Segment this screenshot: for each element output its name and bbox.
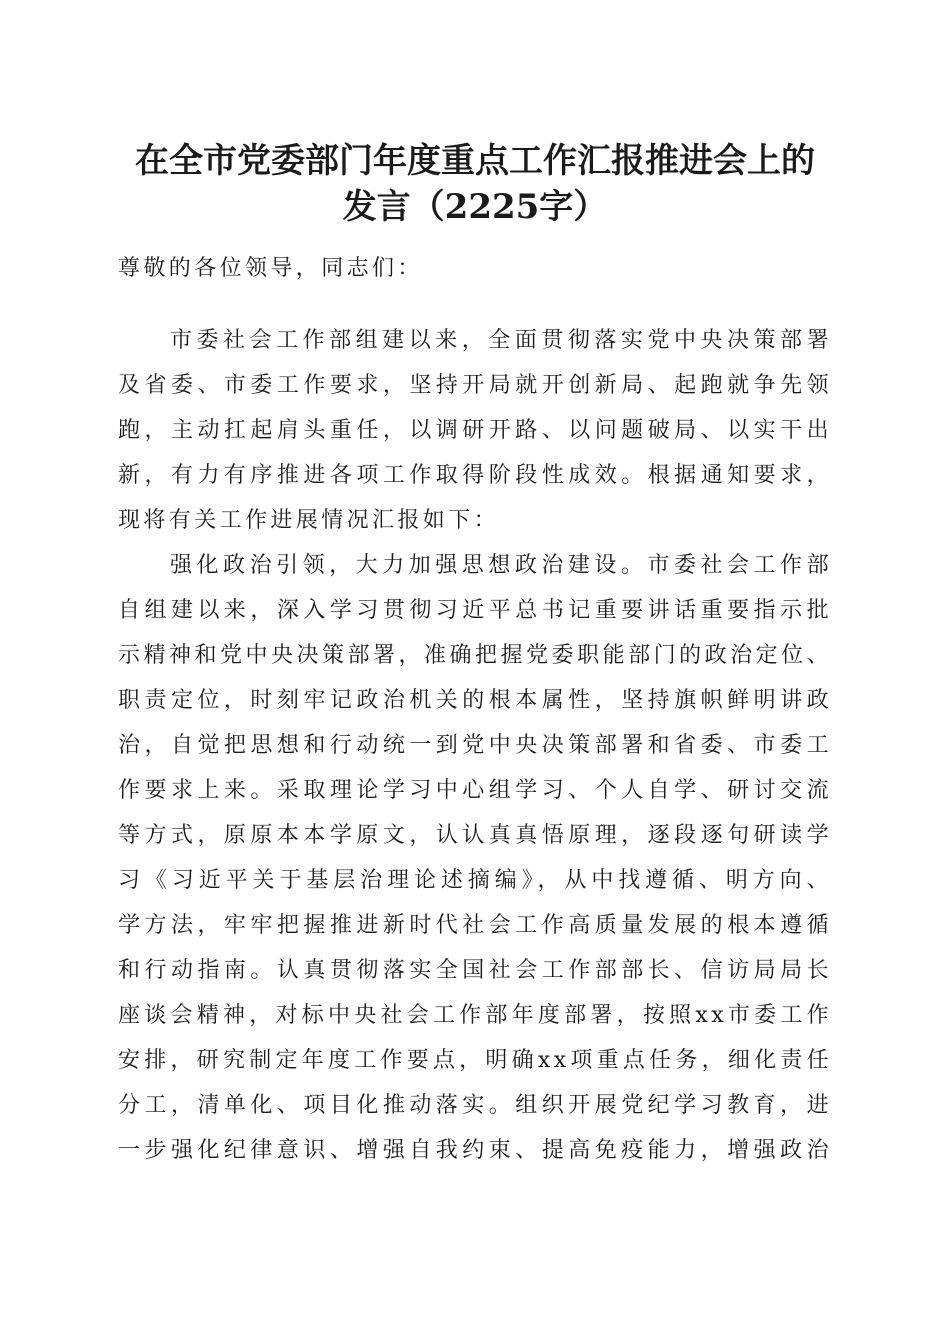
paragraph-2-line: 安排，研究制定年度工作要点，明确xx项重点任务，细化责任 [118, 1048, 832, 1073]
document-title-line-1: 在全市党委部门年度重点工作汇报推进会上的 [135, 141, 815, 181]
paragraph-2-line: 等方式，原原本本学原文，认认真真悟原理，逐段逐句研读学 [118, 823, 832, 848]
paragraph-2-line: 学方法，牢牢把握推进新时代社会工作高质量发展的根本遵循 [118, 913, 832, 938]
paragraph-1-line: 及省委、市委工作要求，坚持开局就开创新局、起跑就争先领 [118, 373, 832, 398]
paragraph-1-line: 新，有力有序推进各项工作取得阶段性成效。根据通知要求， [118, 463, 832, 488]
document-title-line-2: 发言（2225字） [342, 187, 608, 227]
paragraph-2-line: 习《习近平关于基层治理论述摘编》，从中找遵循、明方向、 [118, 868, 832, 893]
paragraph-2-line: 自组建以来，深入学习贯彻习近平总书记重要讲话重要指示批 [118, 598, 832, 623]
paragraph-2-line: 和行动指南。认真贯彻落实全国社会工作部部长、信访局局长 [118, 958, 832, 983]
paragraph-1-line: 跑，主动扛起肩头重任，以调研开路、以问题破局、以实干出 [118, 418, 832, 443]
paragraph-1-line: 市委社会工作部组建以来，全面贯彻落实党中央决策部署 [170, 328, 832, 353]
paragraph-2-line: 职责定位，时刻牢记政治机关的根本属性，坚持旗帜鲜明讲政 [118, 688, 832, 713]
paragraph-2-line: 示精神和党中央决策部署，准确把握党委职能部门的政治定位、 [118, 643, 832, 668]
salutation: 尊敬的各位领导，同志们： [118, 256, 423, 281]
paragraph-2-line: 治，自觉把思想和行动统一到党中央决策部署和省委、市委工 [118, 733, 832, 758]
paragraph-2-line: 作要求上来。采取理论学习中心组学习、个人自学、研讨交流 [118, 778, 832, 803]
paragraph-2-line: 座谈会精神，对标中央社会工作部年度部署，按照xx市委工作 [118, 1003, 832, 1028]
paragraph-2-line: 分工，清单化、项目化推动落实。组织开展党纪学习教育，进 [118, 1093, 832, 1118]
paragraph-1-line: 现将有关工作进展情况汇报如下： [118, 508, 500, 533]
paragraph-2-line: 强化政治引领，大力加强思想政治建设。市委社会工作部 [170, 553, 832, 578]
paragraph-2-line: 一步强化纪律意识、增强自我约束、提高免疫能力，增强政治 [118, 1138, 832, 1163]
